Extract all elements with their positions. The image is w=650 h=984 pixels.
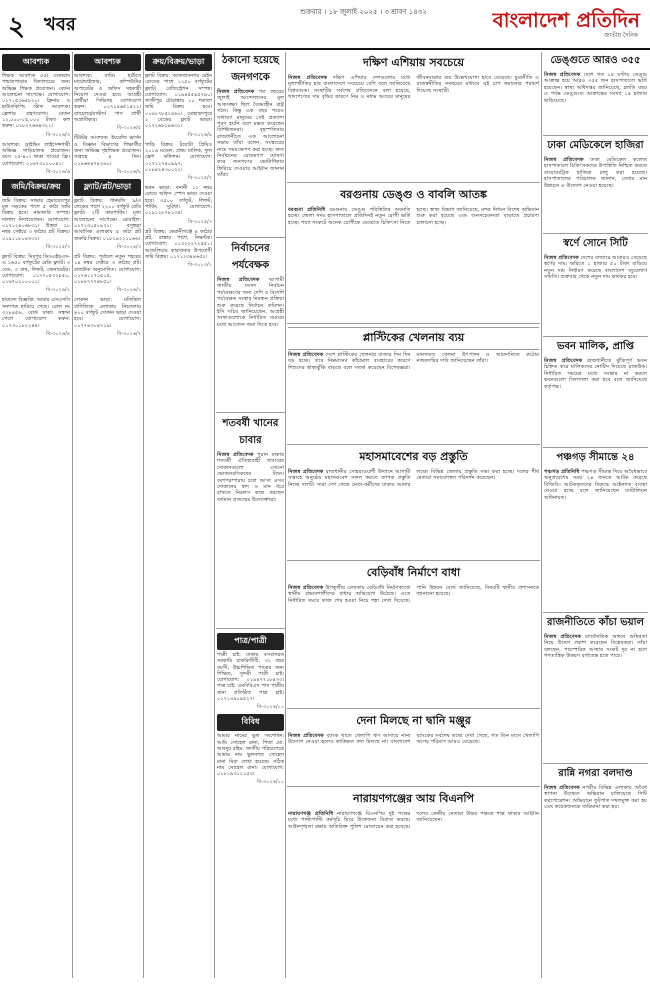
article-headline: পঞ্চগড় সীমান্তে ২৪	[556, 452, 635, 463]
article-block	[544, 52, 647, 134]
article-headline: দক্ষিণ এশিয়ায় সবচেয়ে	[363, 56, 464, 69]
classified-column-2	[74, 52, 141, 978]
article-dateline: নিজস্ব প্রতিবেদক	[544, 785, 580, 791]
article-headline: প্লাস্টিকের খেলনায় ব্যয়	[288, 327, 539, 350]
article-text: পঞ্চগড় সীমান্ত দিয়ে অবৈধভাবে অনুপ্রবেশের সময় ২৪ জনকে আটক করেছে বিজিবি। আটককৃতদের বিরুদ্ধে আইনগত ব্যবস্থা নেওয়া হচ্ছে বলে জানিয়েছেন ব্যাটালিয়ন অধিনায়ক।	[544, 469, 647, 501]
article-body	[288, 75, 539, 101]
article-text: দক্ষিণ এশিয়ার দেশগুলোর মধ্যে মূল্যস্ফীতির হার বাংলাদেশে সবচেয়ে বেশি বলে জানিয়েছে বিশ্বব্যাংক। সংস্থাটির সর্বশেষ প্রতিবেদনে বলা হয়েছে, খাদ্যপণ্যের দাম বৃদ্ধির কারণে নিম্ন ও মধ্যম আয়ের মানুষের জীবনযাত্রার ব্যয় উল্লেখযোগ্য হারে বেড়েছে। মুদ্রানীতি ও রাজস্বনীতির সমন্বয়ের মাধ্যমে এই চাপ কমানোর পরামর্শ দিয়েছে সংস্থাটি।	[288, 75, 539, 101]
article-text: রাজধানীতে ঝুঁকিপূর্ণ ভবন চিহ্নিত করে মালিকদের নোটিস দিয়েছে রাজউক। নির্ধারিত সময়ের মধ্যে সংস্কার না করলে ভবনগুলো সিলগালা করা হবে বলে জানিয়েছে কর্তৃপক্ষ।	[544, 358, 647, 390]
article-text: পুরান ঢাকার শতবর্ষী ঐতিহ্যবাহী খাবারের দোকানগুলো এখনো ভোজনরসিকদের টানে। বংশপরম্পরায় চলে আসা এসব দোকানের স্বাদ ও মান ধরে রাখতে নিরলস কাজ করছেন বর্তমান প্রজন্মের উদ্যোক্তারা।	[217, 452, 284, 503]
article-headline: মহাসমাবেশের বড় প্রস্তুতি	[359, 450, 468, 463]
section-divider	[287, 786, 540, 787]
article-headline: বেড়িবাঁধ নির্মাণে বাধা	[366, 566, 461, 579]
ad-reference: বি-৩০২৬/৬	[46, 168, 70, 175]
ad-reference: বি-৩০২৬/৭	[117, 330, 141, 337]
article-dateline: নিজস্ব প্রতিবেদক	[217, 277, 260, 283]
article-headline: রান্নি নগরা বলদাণ্ড	[558, 768, 633, 779]
classified-heading: ক্রয়/বিক্রয়/ভাড়া	[145, 54, 212, 71]
classified-ad: প্লট বিক্রয়: পূর্বাচল নতুন শহরের ১৪ নম্বর সেক্টরে ৩ কাঠার প্লট। রাজউক অনুমোদিত। যোগাযোগ: ০১৭৬১১৭০৫০৫, ০১৮৮৭৭৭৪৮৫০।	[74, 253, 141, 286]
section-divider	[543, 612, 648, 613]
classified-ad: জমি বিক্রয়: সাভার হেমায়েতপুর মূল সড়কের পাশে ৫ কাঠা জমি বিক্রয় হবে। নামজারি সম্পন্ন। দালাল নিষ্প্রয়োজন। যোগাযোগ: ০১৭১২৪০৬৮৩১। উত্তরা ১০ নম্বর সেক্টরে ৩ কাঠার প্লট বিক্রয়। ০১৯১১৮০৪৩৩২।	[2, 197, 70, 242]
article-body	[544, 358, 647, 390]
classified-column-3	[145, 52, 212, 978]
article-dateline: পঞ্চগড় প্রতিনিধি	[544, 469, 580, 475]
article-block	[544, 449, 647, 611]
classified-ad: ফ্ল্যাট বিক্রয়: মিরপুর ডিওএইচএস-এ ১৬৫০ বর্গফুটের রেডি ফ্ল্যাট। ৩ বেড, ৩ বাথ, লিফট, জেনারেটর। যোগাযোগ: ০১৭৭০৫৩২৮৫০, ০১৬৭০২০০০০১।	[2, 253, 70, 286]
classified-ad: ফ্ল্যাট বিক্রয়: আফতাবনগর মেইন রোডের পাশে ১২৫০ বর্গফুটের ফ্ল্যাট। রেজিস্ট্রেশন সম্পন্ন। যোগাযোগ: ০১৯৪৫৫৪৫৭৯০। গাজীপুর চৌরাস্তায় ১০ শতাংশ জমি বিক্রয় হবে। ০১৬২৭৮৫২৪৬০। মোহাম্মদপুরে ২ বেডের ফ্ল্যাট ভাড়া। ০১৭২৬৮১৯৬৩১।	[145, 73, 212, 130]
section-divider	[543, 336, 648, 337]
article-dateline: নিজস্ব প্রতিবেদক	[544, 72, 581, 78]
ad-reference: বি-৩০২৫/৭	[188, 175, 212, 182]
article-text: ঢাকা মেডিকেল কলেজ হাসপাতালে চিকিৎসকদের উপস্থিতি নিশ্চিত করতে বায়োমেট্রিক হাজিরা চালু করা হয়েছে। হাসপাতালের পরিচালক জানান, সেবার মান উন্নয়নে এ উদ্যোগ নেওয়া হয়েছে।	[544, 157, 647, 189]
classified-heading: ফ্ল্যাট/প্লট/ভাড়া	[74, 179, 141, 196]
brand-tagline: জাতীয় দৈনিক	[604, 32, 638, 39]
article-text: দেশে প্লাস্টিকের খেলনার বাজার দিন দিন বড় হচ্ছে। তবে নিম্নমানের কাঁচামাল ব্যবহারের কারণে শিশুদের স্বাস্থ্যঝুঁকি বাড়ছে বলে সতর্ক করেছেন বিশেষজ্ঞরা। মানসম্মত খেলনা উৎপাদন ও আমদানিতে কঠোর নজরদারির দাবি জানিয়েছেন তাঁরা।	[288, 352, 539, 371]
article-dateline: নিজস্ব প্রতিবেদক	[288, 585, 324, 591]
classified-ad: শিক্ষক আবশ্যক ৫৫/ ঢেকারাম পশ্চাতপাড়ার বিদ্যালয়ের জন্য অভিজ্ঞ শিক্ষক প্রয়োজন। বেতন আলোচনা সাপেক্ষে। যোগাযোগ: ০১৭১৫৩৬৫৮২০। ক্লিনার ও হাউসকিপিং স্টাফ আবশ্যক। ফ্রেশার গ্রহণযোগ্য। বেতন ১২,০০০-১৫,০০০ টাকা। কল করুন: ০১৮২৭৬৬৪৩২১।	[2, 73, 70, 130]
article-block	[544, 235, 647, 335]
article-dateline: নিজস্ব প্রতিবেদক	[544, 634, 582, 640]
article-text: দেশে গত ২৪ ঘণ্টায় ডেঙ্গু আক্রান্ত হয়ে আরও ৩৫৫ জন হাসপাতালে ভর্তি হয়েছেন। স্বাস্থ্য অধিদপ্তর জানিয়েছে, চলতি বছর এ পর্যন্ত ডেঙ্গুতে আক্রান্তের সংখ্যা ১৫ হাজার ছাড়িয়েছে।	[544, 72, 647, 104]
article-text: উপকূলীয় এলাকায় বেড়িবাঁধ নির্মাণকাজে স্থানীয় প্রভাবশালীদের বাধার অভিযোগ উঠেছে। এতে নির্ধারিত সময়ে কাজ শেষ হওয়া নিয়ে শঙ্কা দেখা দিয়েছে। পানি উন্নয়ন বোর্ড জানিয়েছে, বিষয়টি স্থানীয় প্রশাসনকে জানানো হয়েছে।	[288, 585, 539, 604]
article-dateline: নারায়ণগঞ্জ প্রতিনিধি	[288, 811, 334, 817]
section-divider	[216, 237, 285, 238]
classified-ad: আমার নামের ভুল সংশোধন: আমি সোহেল রানা, পিতা মো. আবদুর রহিম, জাতীয় পরিচয়পত্রে আমার নাম ভুলবশত সোহেল রানা মিয়া লেখা হয়েছে। সঠিক নাম সোহেল রানা। যোগাযোগ: ০১৮১৯৩১২১৫৩।	[217, 733, 284, 778]
section-divider	[543, 135, 648, 136]
classified-ad: দোকান ভাড়া: মতিঝিল বাণিজ্যিক এলাকায় নিচতলায় ৪০০ বর্গফুট দোকান ভাড়া দেওয়া হবে। যোগাযোগ: ০১৭৭৪৩০৪৭১৯।	[74, 297, 141, 329]
section-title: খবর	[44, 14, 76, 35]
article-body	[288, 207, 539, 226]
article-block	[544, 765, 647, 978]
classified-heading: পাত্র/পাত্রী	[217, 633, 284, 650]
article-headline: নারায়ণগঞ্জের আয় বিএনপি	[353, 792, 474, 805]
ad-reference: বি-৩০২৬/৮	[117, 168, 141, 175]
section-divider	[287, 708, 540, 709]
article-text: আগামী জাতীয় সংসদ নির্বাচন পর্যবেক্ষণের জন্য দেশি ও বিদেশি পর্যবেক্ষক সংস্থার নিবন্ধন প্রক্রিয়া শুরু করেছে নির্বাচন কমিশন। ইসি সচিব জানিয়েছেন, আগ্রহী সংস্থাগুলোকে নির্ধারিত সময়ের মধ্যে আবেদন জমা দিতে হবে।	[217, 277, 284, 328]
article-block	[288, 562, 539, 707]
classified-ad: গাড়ি বিক্রয়: টয়োটা প্রিমিও ২০১৬ মডেল, প্রথম মালিক, ফুল ফ্রেশ কন্ডিশন। যোগাযোগ: ০১৭১১৭৪০৯৯৭, ০১৮৪২৪৩০০২২।	[145, 141, 212, 173]
article-body	[217, 452, 284, 503]
classified-block	[217, 631, 284, 978]
article-dateline: নিজস্ব প্রতিবেদক	[544, 255, 579, 261]
ad-reference: বি-৩০২৬/৩	[46, 131, 70, 138]
article-text: রাজনৈতিক অঙ্গনে অস্থিরতা নিয়ে উদ্বেগ প্রকাশ করেছেন বিশ্লেষকরা। তাঁরা বলছেন, পারস্পরিক আস্থার সংকট দূর না হলে গণতান্ত্রিক উত্তরণ বাধাগ্রস্ত হতে পারে।	[544, 634, 647, 660]
article-dateline: নিজস্ব প্রতিবেদক	[217, 89, 255, 95]
ad-reference: বি-৩০২৫/৩	[46, 243, 70, 250]
article-text: গত বছরের জুলাই আন্দোলনের মূল আকাঙ্ক্ষা ছিল বৈষম্যহীন রাষ্ট্র গঠন। কিন্তু এক বছর পরেও সাধারণ মানুষের সেই প্রত্যাশা পূরণ হয়নি বলে মন্তব্য করেছেন বিশিষ্টজনরা। বৃহস্পতিবার রাজধানীতে এক আলোচনা সভায় তাঁরা বলেন, সংস্কারের নামে সময়ক্ষেপণ করা হচ্ছে। দ্রুত নির্বাচনের রোডম্যাপ ঘোষণা করে জনগণের ভোটাধিকার ফিরিয়ে দেওয়ার আহ্বান জানান তাঁরা।	[217, 89, 284, 179]
classified-ad: প্লট বিক্রয়: কেরানীগঞ্জে ৪ কাঠার প্লট, রাস্তার পাশে, নিষ্কণ্টক। যোগাযোগ: ০১৩২২২৭২৫৫১। আশুলিয়ায় কারখানার উপযোগী জমি বিক্রয়। ০১৭১২৩৪৪৬৫২।	[145, 228, 212, 260]
article-headline: স্বর্ণে সোনে সিটি	[563, 238, 628, 249]
dateline: শুক্রবার । ১৮ জুলাই ২০২৫ । ৩ শ্রাবণ ১৪৩২	[300, 8, 427, 16]
classified-ad: আবশ্যক: ড্রাইভিং লাইসেন্সধারী অভিজ্ঞ গাড়িচালক প্রয়োজন। বয়স ২৫-৪০। থাকা খাওয়া ফ্রি। যোগাযোগ: ০১৬৭৩০১০০৪১।	[2, 141, 70, 167]
article-block	[217, 415, 284, 625]
article-body	[544, 785, 647, 811]
section-divider	[216, 412, 285, 413]
article-block	[217, 240, 284, 410]
column-rule	[285, 52, 286, 978]
article-block	[288, 184, 539, 322]
ad-reference: বি-৩০২৬/৯	[188, 131, 212, 138]
ad-reference: বি-৩০২৬/১	[117, 287, 141, 294]
ad-reference: বি-৩০২৬/১১	[256, 779, 284, 786]
article-dateline: নিজস্ব প্রতিবেদক	[544, 358, 583, 364]
article-dateline: নিজস্ব প্রতিবেদক	[217, 452, 254, 458]
section-divider	[543, 763, 648, 764]
article-dateline: বরগুনা প্রতিনিধি	[288, 207, 326, 213]
article-dateline: নিজস্ব প্রতিবেদক	[288, 352, 324, 358]
section-divider	[287, 323, 540, 324]
article-text: বরগুনায় ডেঙ্গু পরিস্থিতির অবনতি হচ্ছে। জেলা সদর হাসপাতালে প্রতিদিনই নতুন রোগী ভর্তি হচ্ছে। শয্যা সংকটে অনেক রোগীকে মেঝেতে চিকিৎসা নিতে হচ্ছে। স্বাস্থ্য বিভাগ জানিয়েছে, মশক নিধনে বিশেষ অভিযান শুরু করা হয়েছে এবং জনসচেতনতা বাড়াতে প্রচারণা চালানো হচ্ছে।	[288, 207, 539, 226]
article-body	[544, 469, 647, 501]
ad-reference: বি-৩০২৬/১০	[256, 704, 284, 711]
section-divider	[287, 182, 540, 183]
article-dateline: নিজস্ব প্রতিবেদক	[288, 469, 324, 475]
column-rule	[214, 52, 215, 978]
section-divider	[543, 233, 648, 234]
section-divider	[543, 447, 648, 448]
page-number: ২	[8, 12, 25, 42]
article-block	[217, 52, 284, 237]
ad-reference: বি-৩০২৬/৫	[117, 125, 141, 132]
article-block	[288, 325, 539, 443]
ad-reference: বি-৩০২৪/৩	[117, 243, 141, 250]
column-rule	[143, 52, 144, 978]
article-body	[217, 89, 284, 179]
article-headline: দেনা মিলছে না দ্বানি মঞ্জুর	[356, 714, 471, 727]
article-body	[544, 255, 647, 281]
article-headline: রাজনীতিতে কাঁচা ভয়াল	[547, 617, 644, 628]
article-body	[217, 277, 284, 328]
article-headline: ঢাকা মেডিকেলে হাজিরা	[547, 140, 644, 151]
article-body	[288, 352, 539, 371]
section-divider	[287, 444, 540, 445]
article-text: দেশের বাজারে আবারও বেড়েছে স্বর্ণের দাম। ভরিতে ১ হাজার ৫০ টাকা বাড়িয়ে নতুন দাম নির্ধারণ করেছে বাংলাদেশ জুয়েলার্স সমিতি। শুক্রবার থেকে নতুন দাম কার্যকর হবে।	[544, 255, 647, 281]
ad-reference: বি-৩০২৬/২	[46, 287, 70, 294]
article-block	[288, 446, 539, 559]
classified-ad: টিউটর আবশ্যক: ইংরেজি ভার্সন ও বিজ্ঞান বিভাগের শিক্ষার্থীর জন্য অভিজ্ঞ গৃহশিক্ষক প্রয়োজন। সপ্তাহে ৪ দিন। ০১৯৬৪৪৭৮২৬০।	[74, 135, 141, 167]
article-text: নারায়ণগঞ্জে বিএনপির দুই পক্ষের মধ্যে পাল্টাপাল্টি কর্মসূচি ঘিরে উত্তেজনা বিরাজ করছে। আইনশৃঙ্খলা রক্ষায় অতিরিক্ত পুলিশ মোতায়েন করা হয়েছে। দলের কেন্দ্রীয় নেতারা উভয় পক্ষকে শান্ত থাকার আহ্বান জানিয়েছেন।	[288, 811, 539, 830]
article-dateline: নিজস্ব প্রতিবেদক	[288, 733, 324, 739]
article-headline: শতবর্ষী খানের চাবার	[222, 418, 279, 446]
article-headline: ভবন মালিক, প্রাপ্তি	[557, 341, 634, 352]
article-text: নগরীর বিভিন্ন এলাকায় অবৈধ স্থাপনা উচ্ছেদে অভিযান চালিয়েছে সিটি করপোরেশন। অভিযানে ফুটপাত দখলমুক্ত করা হয় এবং কয়েকজনকে জরিমানা করা হয়।	[544, 785, 647, 811]
article-body	[288, 585, 539, 604]
article-body	[544, 72, 647, 104]
classified-heading: আবশ্যক	[74, 54, 141, 71]
article-dateline: নিজস্ব প্রতিবেদক	[288, 75, 328, 81]
ad-reference: বি-৩০২৫/৩	[188, 218, 212, 225]
column-rule	[541, 52, 542, 978]
article-body	[288, 469, 539, 488]
classified-ad: পাত্রী চাই: ঢাকায় বসবাসরত সরকারি চাকরিজীবী, ৩২ বছর বয়সী, উচ্চশিক্ষিত পাত্রের জন্য শিক্ষিত, সুন্দরী পাত্রী চাই। যোগাযোগ: ০১৯৪৭৭১৮৪৩৩। পাত্র চাই: এমবিবিএস পাস পাত্রীর জন্য প্রতিষ্ঠিত পাত্র চাই। ০১৭১৩৯০৯৫২৭।	[217, 652, 284, 703]
section-divider	[287, 560, 540, 561]
masthead	[0, 0, 650, 50]
classified-heading: জমি/বিক্রয়/ক্রয়	[2, 179, 70, 196]
article-body	[544, 157, 647, 189]
column-rule	[72, 52, 73, 978]
article-text: রাজধানীর সোহরাওয়ার্দী উদ্যানে আগামী সপ্তাহে অনুষ্ঠেয় মহাসমাবেশ সফল করতে ব্যাপক প্রস্তুতি নিচ্ছে দলটি। সারা দেশ থেকে নেতা-কর্মীদের ঢাকায় আনার লক্ষ্যে বিভিন্ন জেলায় প্রস্তুতি সভা করা হচ্ছে। দলের শীর্ষ নেতারা সমাবেশস্থল পরিদর্শন করেছেন।	[288, 469, 539, 488]
article-block	[288, 788, 539, 978]
ad-reference: বি-৩০২৩/২	[188, 262, 212, 269]
classified-heading: আবশ্যক	[2, 54, 70, 71]
article-block	[544, 614, 647, 762]
article-dateline: নিজস্ব প্রতিবেদক	[544, 157, 584, 163]
classified-ad: ফ্ল্যাট বিক্রয়: ধানমন্ডি ৯/এ লেকের পাশে ২২০০ বর্গফুট রেডি ফ্ল্যাট। ২টি কারপার্কিং। মূল্য আলোচনা সাপেক্ষে। মোবাইল: ০১৭১৩০৫১৯৭১। বসুন্ধরা আবাসিক এলাকায় ৫ কাঠা প্লট জরুরি বিক্রয়। ০১৮১৯২২১০৬৬।	[74, 197, 141, 242]
ad-reference: বি-৩০২৬/৪	[46, 330, 70, 337]
classified-ad: হারানো বিজ্ঞপ্তি: আমার এসএসসি সনদপত্র হারিয়ে গেছে। রোল নং ৩২৮৪৫৬, বোর্ড ঢাকা। সন্ধান পেলে যোগাযোগ করুন: ০১৭৩০১৮২২৪৪।	[2, 297, 70, 329]
article-headline: বরগুনায় ডেঙ্গু ও বাবলি আতঙ্ক	[340, 188, 487, 201]
article-text: ব্যাংক খাতে খেলাপি ঋণ আদায়ে নানা উদ্যোগ নেওয়া হলেও কাঙ্ক্ষিত ফল মিলছে না। বাংলাদেশ ব্যাংকের সর্বশেষ তথ্যে দেখা গেছে, গত তিন মাসে খেলাপি ঋণের পরিমাণ আরও বেড়েছে।	[288, 733, 539, 746]
article-block	[288, 52, 539, 180]
article-headline: ডেঙ্গুতে আরও ৩৫৫	[550, 55, 641, 66]
classified-ad: ভবন ভাড়া: বনানী ১১ নম্বর রোডে অফিস স্পেস ভাড়া দেওয়া হবে। ৩৫০০ বর্গফুট, লিফট, পার্কিং সুবিধা। যোগাযোগ: ০১৯১২৮৭৮১৩৪।	[145, 185, 212, 217]
article-headline: নির্বাচনের পর্যবেক্ষক	[231, 243, 270, 271]
section-divider	[216, 628, 285, 629]
article-headline: ঠকানো হয়েছে জনগণকে	[222, 55, 279, 83]
brand-logo: বাংলাদেশ প্রতিদিন	[492, 8, 640, 32]
article-body	[544, 634, 647, 660]
article-block	[544, 137, 647, 232]
article-body	[288, 733, 539, 746]
classified-ad: আবশ্যক: বায়িং হাউসে মার্চেন্ডাইজার, কম্পিউটার অপারেটর ও অফিস সহকারী নিয়োগ দেওয়া হবে। আগ্রহী প্রার্থীরা সিভিসহ যোগাযোগ করুন: ০১৭২৯৬৫১৫২১। ব্যাচেলর/মাস্টার্স পাস প্রার্থী অগ্রাধিকার।	[74, 73, 141, 124]
article-block	[288, 710, 539, 785]
article-block	[544, 338, 647, 446]
article-body	[288, 811, 539, 830]
classified-column-1	[2, 52, 70, 978]
classified-heading: বিবিধ	[217, 714, 284, 731]
